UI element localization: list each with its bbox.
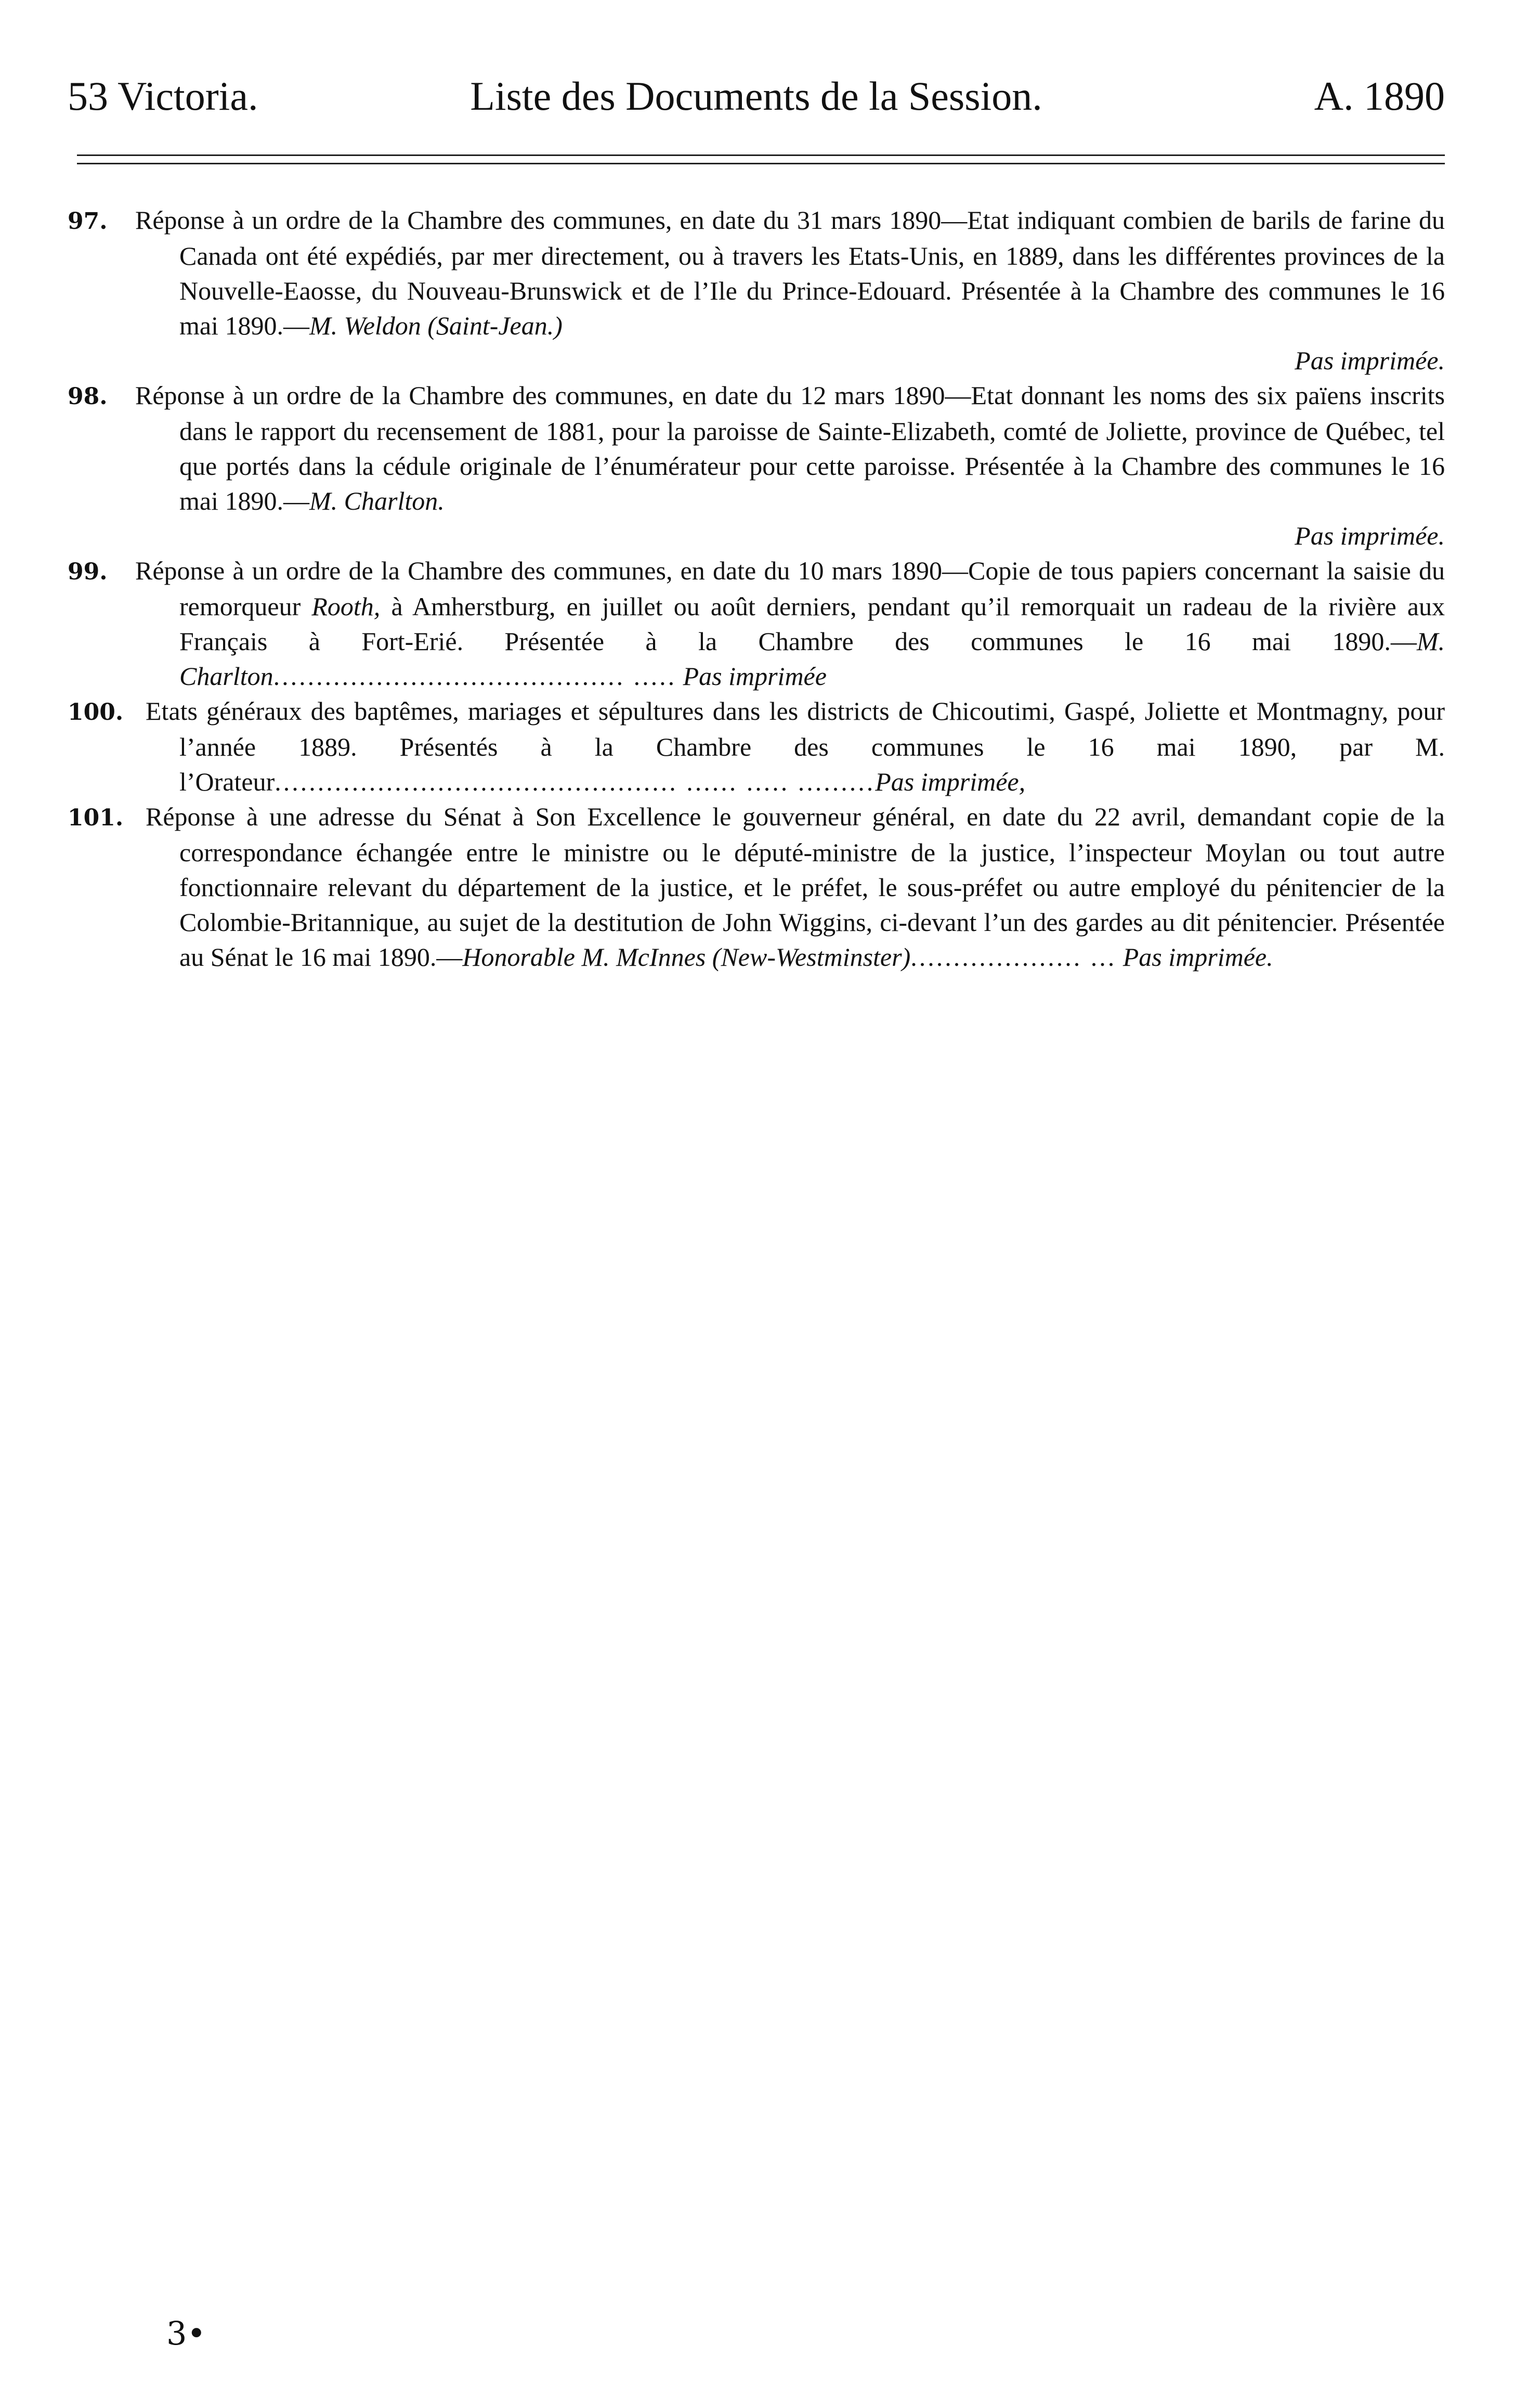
entry-mover: Honorable M. McInnes (New-Westminster) xyxy=(462,942,911,972)
entry-text: Réponse à un ordre de la Chambre des communes, en date du 31 mars 1890—Etat indiquant combien de barils de farine du Canada ont été expédiés, par mer directement, ou à travers les Etats-Unis, en 1889, dans les différentes provinces de la Nouvelle-Eaosse, du Nouveau-Brunswick et de l’Ile du Prince-Edouard. Présentée à la Chambre des communes le 16 mai 1890.— xyxy=(135,205,1445,340)
entry-mover: M. Weldon (Saint-Jean.) xyxy=(309,311,563,340)
document-entry-99 xyxy=(68,553,1445,694)
leader-dots: ............................................... ...... ..... ......... xyxy=(275,767,876,796)
entry-number: 100. xyxy=(68,699,124,726)
entry-status: Pas imprimée. xyxy=(1295,521,1445,550)
entry-number: 97. xyxy=(68,208,108,235)
vessel-name: Rooth, xyxy=(311,592,381,621)
entry-text: Réponse à un ordre de la Chambre des communes, en date du 10 mars 1890—Copie de tous papiers concernant la saisie du remorqueur xyxy=(135,556,1445,621)
page-signature-mark: 3• xyxy=(166,2314,206,2352)
leader-dots: .................... ... xyxy=(910,942,1117,972)
page-title: Liste des Documents de la Session. xyxy=(470,73,1042,119)
entry-text: Etats généraux des baptêmes, mariages et sépultures dans les districts de Chicoutimi, Gaspé, Joliette et Montmagny, pour l’année 1889. Présentés à la Chambre des communes le 16 mai 1890, par M. l’Orateur xyxy=(146,696,1445,796)
entry-status: Pas imprimée. xyxy=(1295,346,1445,375)
entry-text: Réponse à une adresse du Sénat à Son Excellence le gouverneur général, en date du 22 avril, demandant copie de la correspondance échangée entre le ministre ou le député-ministre de la justice, l’inspecteur Moylan ou tout autre fonctionnaire relevant du département de la justice, et le préfet, le sous-préfet ou autre employé du pénitencier de la Colombie-Britannique, au sujet de la destitution de John Wiggins, ci-devant l’un des gardes au dit pénitencier. Présentée au Sénat le 16 mai 1890.— xyxy=(146,802,1445,972)
entry-number: 99. xyxy=(68,559,108,585)
header-rule-bottom xyxy=(77,163,1445,164)
document-entry-98 xyxy=(68,378,1445,553)
document-entry-97 xyxy=(68,203,1445,378)
running-header xyxy=(68,73,1445,130)
entry-text-continued: à Amherstburg, en juillet ou août derniers, pendant qu’il remorquait un radeau de la rivière aux Français à Fort-Erié. Présentée à la Chambre des communes le 16 mai 1890.— xyxy=(179,592,1445,656)
leader-dots: ......................................... ..... xyxy=(273,662,677,691)
entry-text: Réponse à un ordre de la Chambre des communes, en date du 12 mars 1890—Etat donnant les noms des six païens inscrits dans le rapport du recensement de 1881, pour la paroisse de Sainte-Elizabeth, comté de Joliette, province de Québec, tel que portés dans la cédule originale de l’énumérateur pour cette paroisse. Présentée à la Chambre des communes le 16 mai 1890.— xyxy=(135,381,1445,515)
volume-label: A. 1890 xyxy=(1314,73,1445,119)
header-rule-top xyxy=(77,154,1445,156)
entry-status: Pas imprimée, xyxy=(875,767,1026,796)
entry-mover: M. Charlton xyxy=(179,627,1445,691)
document-entry-101 xyxy=(68,799,1445,975)
entry-status: Pas imprimée. xyxy=(1123,942,1273,972)
document-list xyxy=(68,203,1445,975)
entry-status: Pas imprimée xyxy=(683,662,827,691)
document-entry-100 xyxy=(68,694,1445,799)
session-year-label: 53 Victoria. xyxy=(68,73,258,119)
entry-number: 98. xyxy=(68,383,108,410)
entry-mover: M. Charlton. xyxy=(309,486,445,515)
entry-number: 101. xyxy=(68,805,124,831)
